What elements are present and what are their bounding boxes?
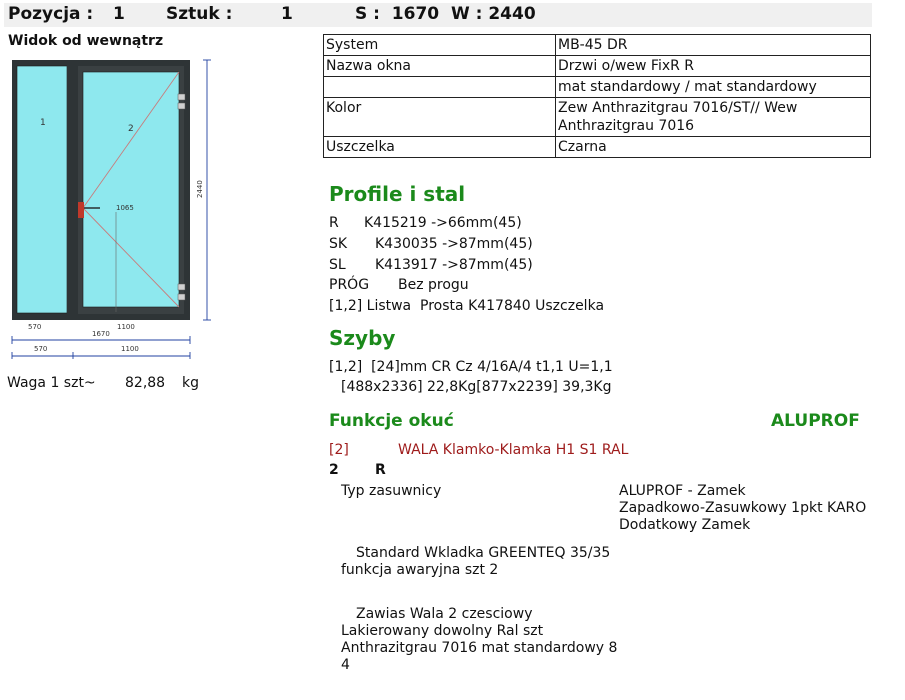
table-row	[324, 77, 871, 98]
profile-value: K413917 ->87mm(45)	[375, 257, 533, 273]
spec-key: Uszczelka	[324, 137, 556, 158]
spec-value: Drzwi o/wew FixR R	[556, 56, 871, 77]
glass-title: Szyby	[329, 326, 396, 350]
profile-value: K430035 ->87mm(45)	[375, 236, 533, 252]
width-2-outer-value: 1100	[121, 345, 139, 353]
hinge-line: Lakierowany dowolny Ral szt	[341, 623, 544, 639]
spec-value: mat standardowy / mat standardowy	[556, 77, 871, 98]
hardware-item-index: [2]	[329, 442, 349, 458]
window-drawing	[0, 50, 222, 360]
position-label: Pozycja :	[8, 4, 94, 24]
spec-value-line: Zew Anthrazitgrau 7016/ST// Wew	[558, 100, 798, 116]
spec-key: Nazwa okna	[324, 56, 556, 77]
profile-code: SK	[329, 236, 348, 252]
hardware-sub-num: 2	[329, 462, 339, 478]
table-row	[324, 56, 871, 77]
hinge-icon	[178, 103, 185, 109]
table-row	[324, 35, 871, 56]
insert-line: Standard Wkladka GREENTEQ 35/35	[356, 545, 611, 561]
glass-line-2: [488x2336] 22,8Kg[877x2239] 39,3Kg	[341, 379, 612, 395]
listwa-line: [1,2] Listwa Prosta K417840 Uszczelka	[329, 298, 605, 314]
width-1-outer-value: 570	[34, 345, 48, 353]
hinge-icon	[178, 284, 185, 290]
width-2-inner-value: 1100	[117, 323, 135, 331]
profile-code: PRÓG	[329, 277, 370, 293]
view-label: Widok od wewnątrz	[8, 33, 164, 49]
spec-key	[324, 77, 556, 98]
spec-key: System	[324, 35, 556, 56]
panel-2-label: 2	[128, 124, 134, 134]
table-row	[324, 137, 871, 158]
spec-value: Czarna	[556, 137, 871, 158]
hardware-item-name: WALA Klamko-Klamka H1 S1 RAL	[398, 442, 629, 458]
hinge-icon	[178, 94, 185, 100]
bolt-type-line: Dodatkowy Zamek	[619, 517, 751, 533]
quantity-value: 1	[281, 4, 293, 24]
total-width-value: 1670	[92, 330, 110, 338]
profile-value: K415219 ->66mm(45)	[364, 215, 522, 231]
hardware-sub-side: R	[375, 462, 386, 478]
position-value: 1	[113, 4, 125, 24]
hinge-line: Anthrazitgrau 7016 mat standardowy 8	[341, 640, 618, 656]
handle-height-value: 1065	[116, 204, 134, 212]
handle-icon	[78, 202, 84, 218]
bolt-type-line: Zapadkowo-Zasuwkowy 1pkt KARO	[619, 500, 867, 516]
weight-value: 82,88	[125, 375, 166, 391]
panel-1-glass	[17, 66, 67, 313]
hinge-line: Zawias Wala 2 czesciowy	[356, 606, 533, 622]
width-1-inner-value: 570	[28, 323, 42, 331]
weight-unit: kg	[182, 375, 199, 391]
profile-value: Bez progu	[398, 277, 469, 293]
spec-key: Kolor	[324, 98, 556, 137]
weight-label: Waga 1 szt~	[7, 375, 96, 391]
spec-table	[323, 34, 871, 158]
panel-1-label: 1	[40, 118, 46, 128]
glass-line-1: [1,2] [24]mm CR Cz 4/16A/4 t1,1 U=1,1	[329, 359, 613, 375]
profile-code: SL	[329, 257, 346, 273]
profiles-title: Profile i stal	[329, 182, 466, 206]
bolt-type-line: ALUPROF - Zamek	[619, 483, 746, 499]
hardware-title: Funkcje okuć	[329, 411, 454, 431]
quantity-label: Sztuk :	[166, 4, 233, 24]
profile-code: R	[329, 215, 339, 231]
hardware-brand: ALUPROF	[771, 411, 860, 431]
table-row	[324, 98, 871, 137]
mullion	[67, 60, 78, 320]
spec-value	[556, 98, 871, 137]
panel-2-glass	[83, 72, 179, 307]
insert-line: funkcja awaryjna szt 2	[341, 562, 499, 578]
hinge-line: 4	[341, 657, 350, 673]
bolt-type-label: Typ zasuwnicy	[341, 483, 442, 499]
size-text: S : 1670 W : 2440	[355, 4, 536, 24]
hinge-icon	[178, 294, 185, 300]
spec-value: MB-45 DR	[556, 35, 871, 56]
height-dimension-value: 2440	[196, 180, 204, 198]
spec-value-line: Anthrazitgrau 7016	[558, 118, 695, 134]
